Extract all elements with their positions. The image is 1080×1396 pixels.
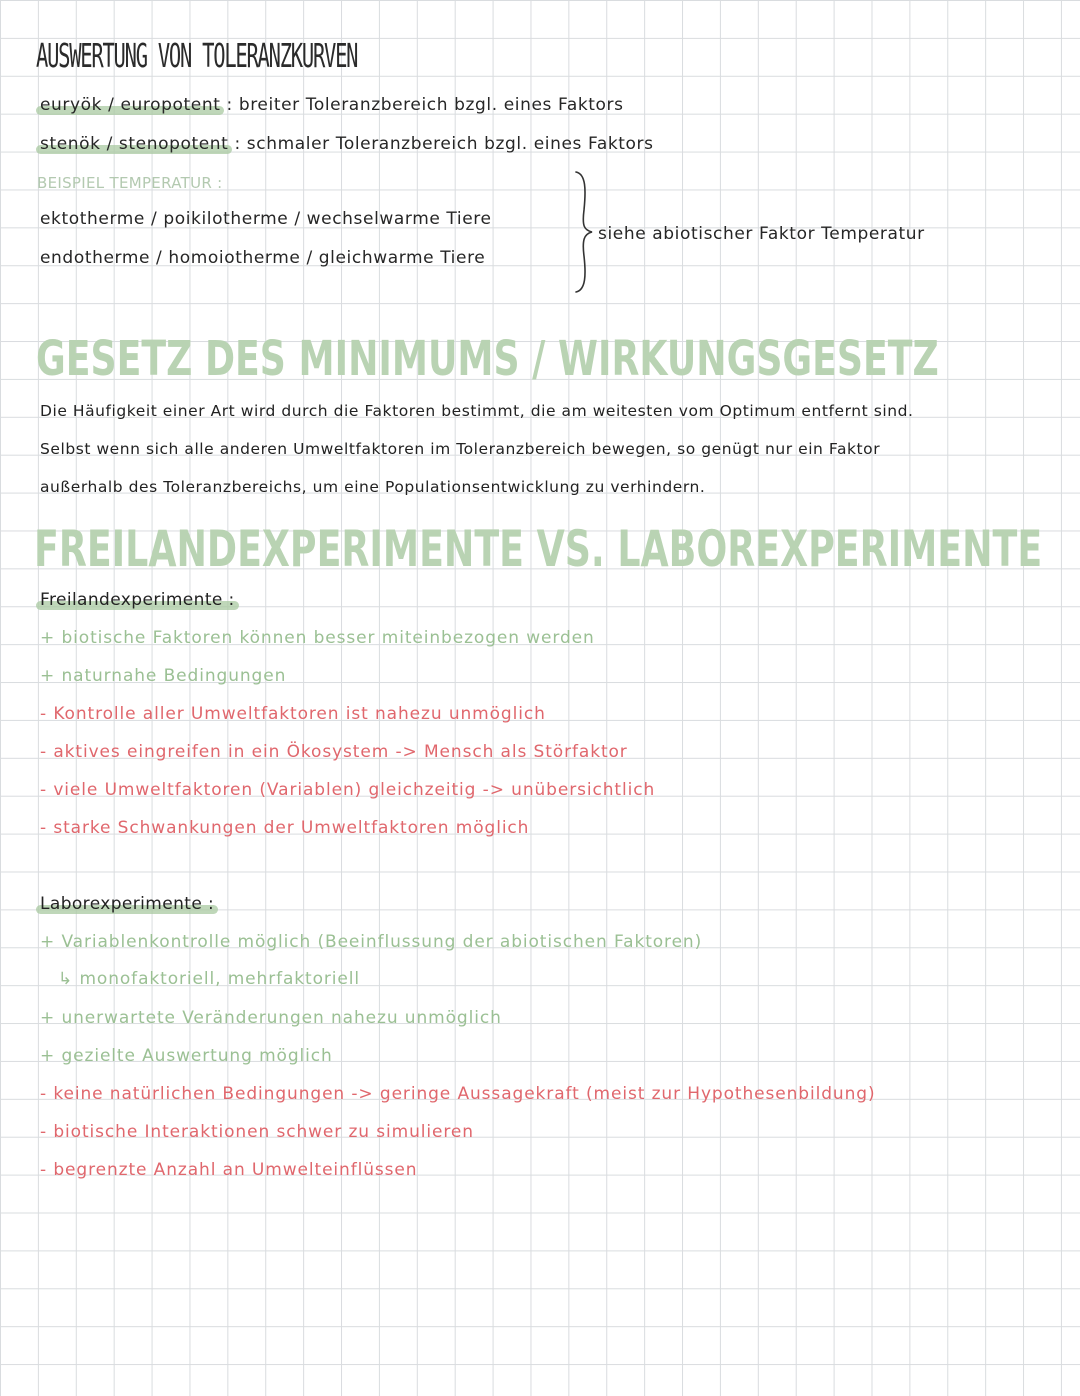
definition-text: breiter Toleranzbereich bzgl. eines Faktors — [238, 95, 624, 115]
definition-separator: : — [220, 95, 239, 115]
section-heading-experiments: FREILANDEXPERIMENTE VS. LABOREXPERIMENTE — [34, 520, 1043, 578]
definition-text: schmaler Toleranzbereich bzgl. eines Faktors — [246, 134, 654, 154]
list-item-con: - begrenzte Anzahl an Umwelteinflüssen — [40, 1160, 418, 1180]
definition-eury — [40, 95, 624, 115]
list-item-con: - viele Umweltfaktoren (Variablen) gleichzeitig -> unübersichtlich — [40, 780, 656, 800]
example-line-ekto: ektotherme / poikilotherme / wechselwarme Tiere — [40, 209, 492, 229]
freiland-label: Freilandexperimente : — [40, 590, 235, 610]
list-item-con: - starke Schwankungen der Umweltfaktoren möglich — [40, 818, 530, 838]
minimum-paragraph-line: Selbst wenn sich alle anderen Umweltfaktoren im Toleranzbereich bewegen, so genügt nur ein Faktor — [40, 440, 881, 458]
minimum-paragraph-line: außerhalb des Toleranzbereichs, um eine Populationsentwicklung zu verhindern. — [40, 478, 706, 496]
list-item-pro: + Variablenkontrolle möglich (Beeinflussung der abiotischen Faktoren) — [40, 932, 703, 952]
definition-term: euryök / europotent — [40, 95, 221, 115]
list-item-pro-sub: ↳ monofaktoriell, mehrfaktoriell — [58, 969, 361, 989]
example-line-endo: endotherme / homoiotherme / gleichwarme Tiere — [40, 248, 486, 268]
list-item-pro: + unerwartete Veränderungen nahezu unmöglich — [40, 1008, 502, 1028]
list-item-pro: + biotische Faktoren können besser miteinbezogen werden — [40, 628, 595, 648]
definition-term: stenök / stenopotent — [40, 134, 229, 154]
page-title: AUSWERTUNG VON TOLERANZKURVEN — [36, 36, 358, 75]
list-item-con: - biotische Interaktionen schwer zu simulieren — [40, 1122, 474, 1142]
definition-separator: : — [228, 134, 247, 154]
list-item-con: - keine natürlichen Bedingungen -> geringe Aussagekraft (meist zur Hypothesenbildung) — [40, 1084, 876, 1104]
section-heading-minimum: GESETZ DES MINIMUMS / WIRKUNGSGESETZ — [36, 331, 939, 387]
labor-label: Laborexperimente : — [40, 894, 215, 914]
curly-brace-icon — [572, 170, 596, 294]
minimum-paragraph-line: Die Häufigkeit einer Art wird durch die Faktoren bestimmt, die am weitesten vom Optimum entfernt sind. — [40, 402, 914, 420]
example-label: BEISPIEL TEMPERATUR : — [37, 174, 223, 192]
list-item-con: - Kontrolle aller Umweltfaktoren ist nahezu unmöglich — [40, 704, 546, 724]
example-note: siehe abiotischer Faktor Temperatur — [598, 224, 925, 244]
list-item-con: - aktives eingreifen in ein Ökosystem -> Mensch als Störfaktor — [40, 742, 628, 762]
list-item-pro: + naturnahe Bedingungen — [40, 666, 287, 686]
definition-steno — [40, 134, 654, 154]
list-item-pro: + gezielte Auswertung möglich — [40, 1046, 333, 1066]
